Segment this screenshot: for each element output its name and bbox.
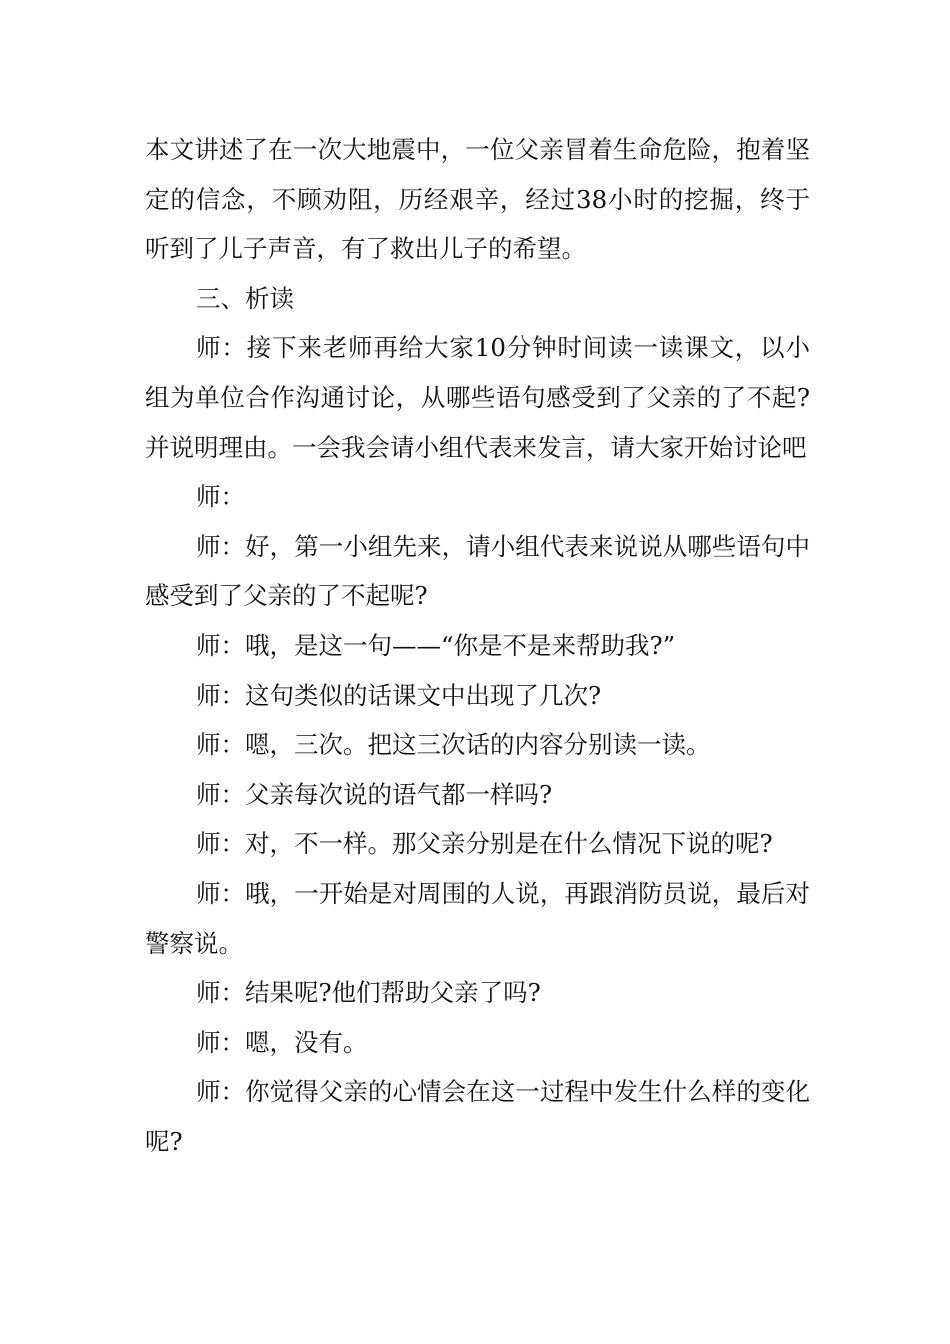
document-page bbox=[145, 125, 810, 1166]
paragraph: 师：对，不一样。那父亲分别是在什么情况下说的呢? bbox=[196, 829, 773, 859]
paragraph: 师：哦，是这一句——“你是不是来帮助我?” bbox=[196, 630, 676, 660]
paragraph: 师：结果呢?他们帮助父亲了吗? bbox=[196, 978, 541, 1008]
paragraph: 师：你觉得父亲的心情会在这一过程中发生什么样的变化呢? bbox=[145, 1077, 810, 1156]
paragraph: 师：接下来老师再给大家10分钟时间读一读课文，以小组为单位合作沟通讨论，从哪些语句感受到了父亲的了不起?并说明理由。一会我会请小组代表来发言，请大家开始讨论吧 bbox=[145, 333, 810, 462]
paragraph: 师：父亲每次说的语气都一样吗? bbox=[196, 779, 553, 809]
paragraph: 师：哦，一开始是对周围的人说，再跟消防员说，最后对警察说。 bbox=[145, 878, 810, 958]
paragraph-summary: 本文讲述了在一次大地震中，一位父亲冒着生命危险，抱着坚定的信念，不顾劝阻，历经艰辛，经过38小时的挖掘，终于听到了儿子声音，有了救出儿子的希望。 bbox=[145, 135, 810, 264]
paragraph: 师：嗯，三次。把这三次话的内容分别读一读。 bbox=[196, 730, 711, 760]
paragraph: 师：这句类似的话课文中出现了几次? bbox=[196, 680, 602, 710]
paragraph: 师： bbox=[196, 482, 245, 512]
section-heading: 三、析读 bbox=[196, 283, 294, 313]
paragraph: 师：嗯，没有。 bbox=[196, 1027, 368, 1057]
paragraph: 师：好，第一小组先来，请小组代表来说说从哪些语句中感受到了父亲的了不起呢? bbox=[145, 531, 810, 611]
